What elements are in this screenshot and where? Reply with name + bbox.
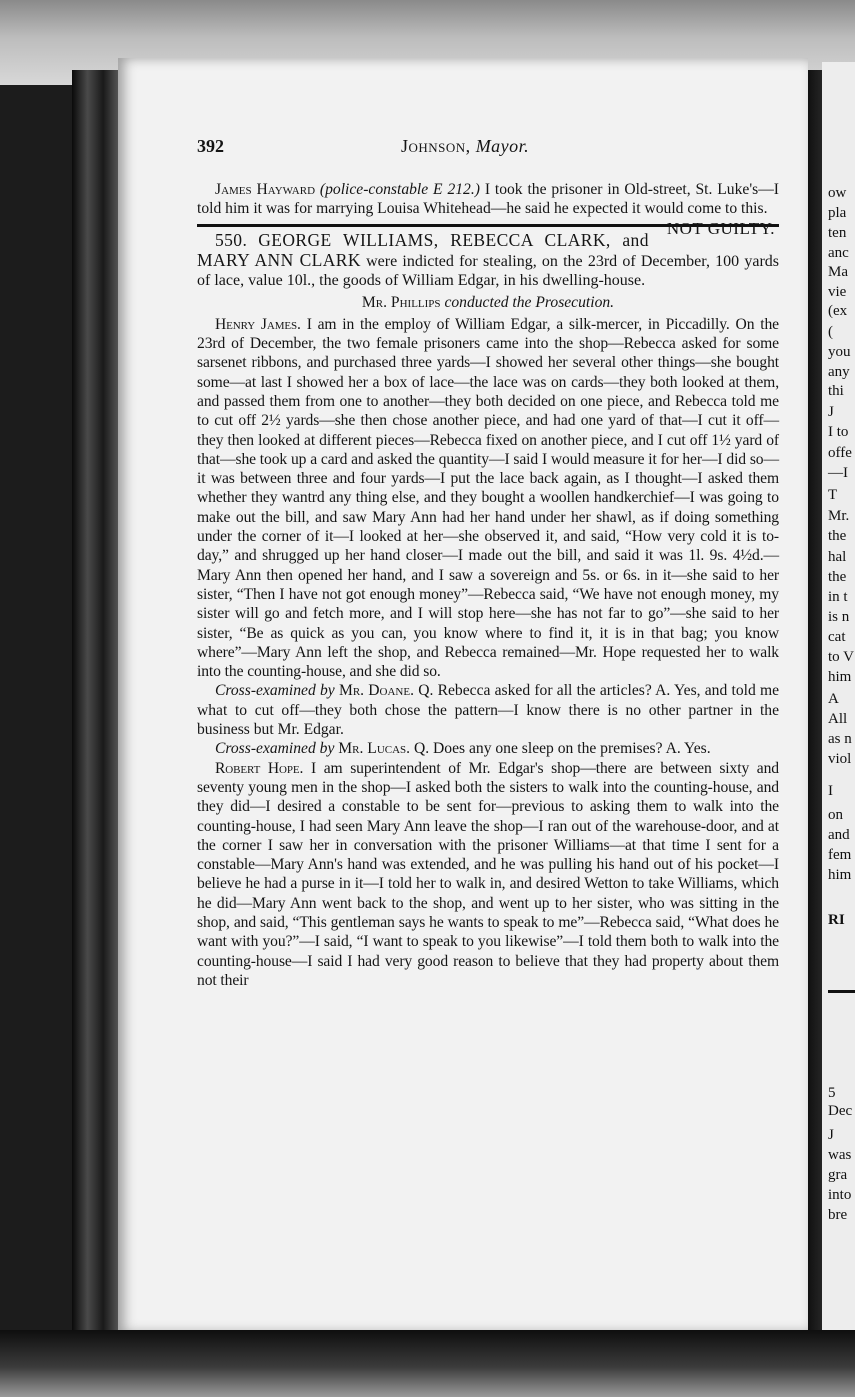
next-page-fragment: pla <box>828 205 847 221</box>
speaker-name: James Hayward <box>215 181 316 198</box>
next-page-fragment: A <box>828 691 839 707</box>
testimony-text: I took the prisoner in Old-street, St. Luke's—I told him it was for marrying Louisa Whitehead—he said he expected it would come to this. <box>197 181 779 218</box>
prosecution-text: conducted the Prosecution. <box>444 294 615 312</box>
prosecution-counsel: Mr. Phillips <box>361 294 441 312</box>
testimony-james <box>197 315 779 682</box>
next-page-fragment: bre <box>828 1207 848 1223</box>
next-page-fragment: ow <box>828 185 847 201</box>
running-head <box>401 134 529 158</box>
next-page-fragment: the <box>828 528 847 544</box>
next-page-fragment: in t <box>828 589 848 605</box>
next-page-fragment: any <box>828 364 850 380</box>
case-defendants: GEORGE WILLIAMS, REBECCA CLARK, and MARY ANN CLARK <box>197 229 649 270</box>
next-page-fragment: him <box>828 669 852 685</box>
next-page-fragment: and <box>828 827 850 843</box>
next-page-fragment: vie <box>828 284 847 300</box>
prosecution-line <box>197 293 779 312</box>
testimony-hayward <box>197 180 779 238</box>
speaker-role: (police-constable E 212.) <box>319 181 480 198</box>
speaker-name: Henry James. <box>215 315 301 333</box>
speaker-name: Robert Hope. <box>215 759 304 777</box>
verdict: NOT GUILTY. <box>666 218 775 238</box>
next-page-fragment: Dec <box>828 1103 853 1119</box>
next-page-fragment: you <box>828 344 851 360</box>
next-page-fragment: Ma <box>828 264 848 280</box>
cross-exam-counsel: Mr. Doane. <box>338 682 414 700</box>
next-page-fragment: offe <box>828 445 852 461</box>
next-page-fragment: as n <box>828 731 852 747</box>
running-head-name: Johnson, <box>401 136 471 156</box>
cross-exam-label: Cross-examined by <box>215 740 335 758</box>
cross-examination-lucas <box>197 739 779 758</box>
next-page-fragment: into <box>828 1187 852 1203</box>
next-page-fragment: T <box>828 487 838 503</box>
cross-exam-text: Q. Rebecca asked for all the articles? A. Yes, and told me what to cut off—they both chose the pattern—I know there is no other partner in the business but Mr. Edgar. <box>197 682 780 739</box>
page-number: 392 <box>197 136 224 156</box>
next-page-edge <box>822 62 855 1332</box>
page-header <box>197 134 779 158</box>
next-page-fragment: him <box>828 867 852 883</box>
cross-exam-label: Cross-examined by <box>215 682 335 700</box>
next-page-fragment: viol <box>828 751 852 767</box>
case-number: 550. <box>215 229 248 250</box>
next-page-fragment: thi <box>828 383 844 399</box>
next-page-fragment: 5 <box>828 1085 836 1101</box>
next-page-fragment: anc <box>828 245 849 261</box>
page-text <box>197 134 779 990</box>
next-page-fragment: the <box>828 569 847 585</box>
next-page-fragment: —I <box>828 465 848 481</box>
next-page-fragment: hal <box>828 549 847 565</box>
scan-bottom-margin <box>0 1330 855 1397</box>
testimony-text: I am in the employ of William Edgar, a silk-mercer, in Piccadilly. On the 23rd of December, the two female prisoners came into the shop—Rebecca asked for some sarsenet ribbons, and purchased three yards—I showed her several other things—she bought some—at last I showed her a box of lace—the lace was on cards—they both looked at them, and passed them from one to another—they both decided on one piece, and Rebecca told me to cut off 2½ yards—she then chose another piece, and had one yard of that—I cut it off—they then looked at different pieces—Rebecca fixed on another piece, and I cut off 1½ yard of that—she took up a card and asked the quantity—I said I would measure it for her—I did so—it was between three and four yards—I put the lace back again, as I thought—I asked them whether they wantrd any thing else, and they bought a woollen handkerchief—I was going to make out the bill, and saw Mary Ann had her hand under her shawl, as if doing something under the corner of it—I looked at her—she observed it, and said, “How very cold it is to-day,” and shrugged up her hand closer—I made out the bill, and said it was 1l. 9s. 4½d.—Mary Ann then opened her hand, and I saw a sovereign and 5s. or 6s. in it—she said to her sister, “Then I have not got enough money”—Rebecca said, “We have not enough money, my sister will go and fetch more, and I will stop here—she has not far to go”—she said to her sister, “Be as quick as you can, you know where to find it, it is in that bag; you know where”—Mary Ann left the shop, and Rebecca remained—Mr. Hope requested her to walk into the counting-house, and she did so. <box>197 315 779 681</box>
next-page-rule <box>828 990 855 993</box>
next-page-fragment: is n <box>828 609 850 625</box>
next-page-fragment: to V <box>828 649 854 665</box>
cross-exam-counsel: Mr. Lucas. <box>338 740 411 758</box>
next-page-fragment: J <box>828 1127 834 1143</box>
cross-examination-doane <box>197 681 779 739</box>
case-heading <box>197 231 779 291</box>
next-page-fragment: cat <box>828 629 846 645</box>
next-page-fragment: on <box>828 807 843 823</box>
next-page-fragment: ( <box>828 324 833 340</box>
book-binding <box>72 70 124 1335</box>
next-page-fragment: (ex <box>828 303 848 319</box>
next-page-fragment: I <box>828 783 833 799</box>
running-head-title: Mayor. <box>475 136 530 156</box>
next-page-fragment: J <box>828 404 834 420</box>
next-page-fragment: gra <box>828 1167 848 1183</box>
next-page-fragment: All <box>828 711 848 727</box>
next-page-fragment: Mr. <box>828 508 850 524</box>
next-page-fragment: fem <box>828 847 852 863</box>
cross-exam-text: Q. Does any one sleep on the premises? A. Yes. <box>413 740 711 758</box>
case-charge: were indicted for stealing, on the 23rd of December, 100 yards of lace, value 10l., the goods of William Edgar, in his dwelling-house. <box>197 252 780 290</box>
next-page-fragment: ten <box>828 225 847 241</box>
next-page-fragment: RI <box>828 912 845 928</box>
next-page-fragment: I to <box>828 424 849 440</box>
testimony-text: I am superintendent of Mr. Edgar's shop—there are between sixty and seventy young men in the shop—I asked both the sisters to walk into the counting-house, and they did—I desired a constable to be sent for—previous to asking them to walk into the counting-house, I had seen Mary Ann leave the shop—I ran out of the warehouse-door, and at the corner I saw her in conversation with the prisoner Williams—at that time I sent for a constable—Mary Ann's hand was extended, and he was pulling his hand out of his pocket—I believe he had a purse in it—I told her to walk in, and desired Wetton to take Williams, which he did—Mary Ann went back to the shop, and went up to her sister, who was sitting in the shop, and said, “This gentleman says he wants to speak to me”—Rebecca said, “What does he want with you?”—I said, “I want to speak to you likewise”—I told them both to walk into the counting-house—I said I had very good reason to believe that they had property about them not their <box>197 759 780 989</box>
testimony-hope <box>197 759 779 991</box>
next-page-fragment: was <box>828 1147 852 1163</box>
